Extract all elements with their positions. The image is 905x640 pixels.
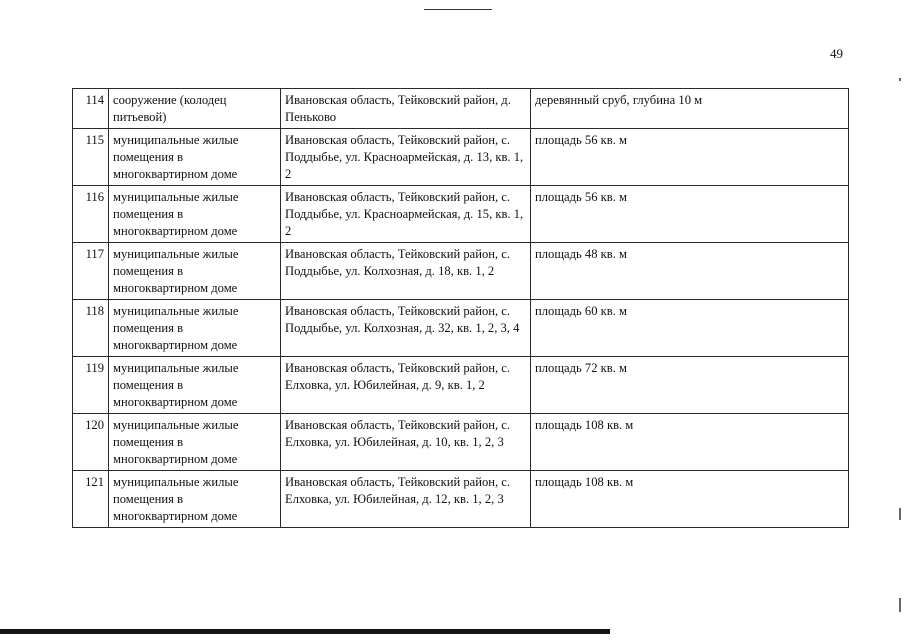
property-registry-table [72,88,849,528]
object-characteristic: площадь 108 кв. м [531,414,849,471]
object-characteristic: площадь 72 кв. м [531,357,849,414]
row-number: 121 [73,471,109,528]
object-characteristic: площадь 48 кв. м [531,243,849,300]
object-characteristic: площадь 56 кв. м [531,129,849,186]
object-address: Ивановская область, Тейковский район, с. Поддыбье, ул. Красноармейская, д. 13, кв. 1, 2 [281,129,531,186]
object-name: сооружение (колодец питьевой) [109,89,281,129]
object-address: Ивановская область, Тейковский район, с. Елховка, ул. Юбилейная, д. 12, кв. 1, 2, 3 [281,471,531,528]
object-name: муниципальные жилые помещения в многоквартирном доме [109,129,281,186]
table-row [73,243,849,300]
page-number: 49 [830,46,843,61]
table-row [73,300,849,357]
row-number: 116 [73,186,109,243]
row-number: 119 [73,357,109,414]
object-address: Ивановская область, Тейковский район, д. Пеньково [281,89,531,129]
row-number: 115 [73,129,109,186]
object-characteristic: площадь 56 кв. м [531,186,849,243]
object-name: муниципальные жилые помещения в многоквартирном доме [109,186,281,243]
table-row [73,414,849,471]
object-characteristic: площадь 60 кв. м [531,300,849,357]
bottom-scan-border [0,629,610,634]
object-address: Ивановская область, Тейковский район, с. Поддыбье, ул. Колхозная, д. 18, кв. 1, 2 [281,243,531,300]
row-number: 118 [73,300,109,357]
object-address: Ивановская область, Тейковский район, с. Поддыбье, ул. Колхозная, д. 32, кв. 1, 2, 3, 4 [281,300,531,357]
row-number: 117 [73,243,109,300]
row-number: 114 [73,89,109,129]
object-name: муниципальные жилые помещения в многоквартирном доме [109,414,281,471]
object-address: Ивановская область, Тейковский район, с. Поддыбье, ул. Красноармейская, д. 15, кв. 1, 2 [281,186,531,243]
scan-mark [899,508,901,520]
object-name: муниципальные жилые помещения в многоквартирном доме [109,357,281,414]
table-row [73,186,849,243]
object-characteristic: площадь 108 кв. м [531,471,849,528]
object-name: муниципальные жилые помещения в многоквартирном доме [109,243,281,300]
object-characteristic: деревянный сруб, глубина 10 м [531,89,849,129]
row-number: 120 [73,414,109,471]
table-row [73,129,849,186]
table-row [73,471,849,528]
object-address: Ивановская область, Тейковский район, с. Елховка, ул. Юбилейная, д. 9, кв. 1, 2 [281,357,531,414]
table-row [73,357,849,414]
scan-mark [899,78,901,81]
top-rule [424,9,492,10]
scan-mark [899,598,901,612]
object-address: Ивановская область, Тейковский район, с. Елховка, ул. Юбилейная, д. 10, кв. 1, 2, 3 [281,414,531,471]
object-name: муниципальные жилые помещения в многоквартирном доме [109,471,281,528]
object-name: муниципальные жилые помещения в многоквартирном доме [109,300,281,357]
table-row [73,89,849,129]
